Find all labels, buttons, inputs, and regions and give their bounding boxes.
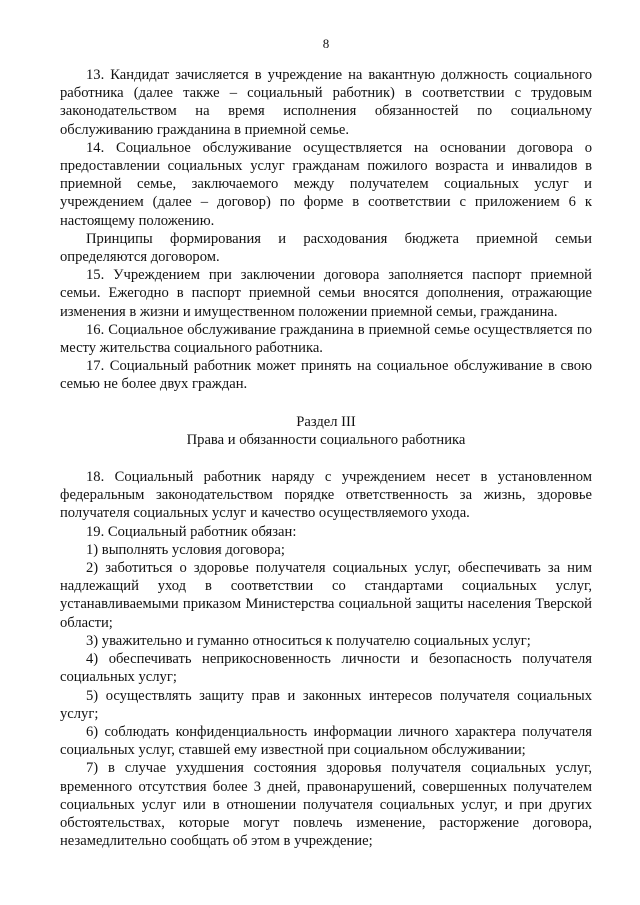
paragraph-13: 13. Кандидат зачисляется в учреждение на вакантную должность социального работника (далее также – социальный работник) в соответствии с трудовым законодательством на время исполнения обязанностей по социальному обслуживанию гражданина в приемной семье.: [60, 67, 592, 138]
section-number: Раздел III: [296, 413, 356, 430]
section-title: Права и обязанности социального работника: [186, 431, 466, 448]
paragraph-17: 17. Социальный работник может принять на социальное обслуживание в свою семью не более двух граждан.: [60, 358, 592, 393]
list-item-1: 1) выполнять условия договора;: [86, 541, 285, 558]
list-item-2: 2) заботиться о здоровье получателя социальных услуг, обеспечивать за ним надлежащий уход в соответствии со стандартами социальных услуг, устанавливаемыми приказом Министерства социальной защиты населения Тверской области;: [60, 560, 592, 631]
paragraph-budget-principles: Принципы формирования и расходования бюджета приемной семьи определяются договором.: [60, 230, 592, 266]
paragraph-16: 16. Социальное обслуживание гражданина в приемной семье осуществляется по месту жительства социального работника.: [60, 321, 592, 357]
list-item-6: 6) соблюдать конфиденциальность информации личного характера получателя социальных услуг, ставшей ему известной при социальном обслуживании;: [60, 723, 592, 759]
paragraph-14: 14. Социальное обслуживание осуществляется на основании договора о предоставлении социальных услуг гражданам пожилого возраста и инвалидов в приемной семье, заключаемого между получателем социальных услуг и учреждением (далее – договор) по форме в соответствии с приложением 6 к настоящему положению.: [60, 139, 592, 229]
list-item-4: 4) обеспечивать неприкосновенность личности и безопасность получателя социальных услуг;: [60, 651, 592, 686]
paragraph-19: 19. Социальный работник обязан:: [86, 523, 297, 540]
list-item-3: 3) уважительно и гуманно относиться к получателю социальных услуг;: [86, 632, 531, 649]
page-number: 8: [322, 36, 330, 51]
list-item-5: 5) осуществлять защиту прав и законных интересов получателя социальных услуг;: [60, 687, 592, 722]
paragraph-18: 18. Социальный работник наряду с учреждением несет в установленном федеральным законодательством порядке ответственность за жизнь, здоровье получателя социальных услуг и качество осуществляемого ухода.: [60, 469, 592, 522]
paragraph-15: 15. Учреждением при заключении договора заполняется паспорт приемной семьи. Ежегодно в паспорт приемной семьи вносятся дополнения, отражающие изменения в жизни и имущественном положении приемной семьи, гражданина.: [60, 267, 592, 320]
list-item-7: 7) в случае ухудшения состояния здоровья получателя социальных услуг, временного отсутствия более 3 дней, правонарушений, совершенных получателем социальных услуг или в отношении получателя социальных услуг, и при других обстоятельствах, которые могут повлечь изменение, расторжение договора, незамедлительно сообщать об этом в учреждение;: [60, 760, 592, 850]
